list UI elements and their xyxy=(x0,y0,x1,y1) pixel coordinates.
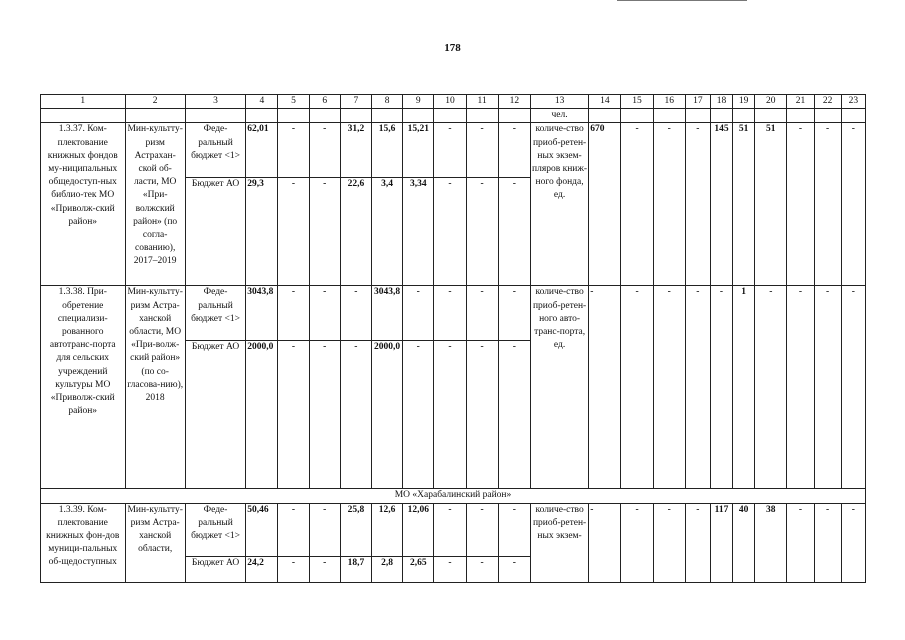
target-cell: - xyxy=(841,503,865,582)
empty-cell xyxy=(246,109,278,123)
value-cell: - xyxy=(466,286,498,341)
value-cell: 2000,0 xyxy=(371,341,402,489)
target-cell: - xyxy=(787,503,814,582)
empty-cell xyxy=(498,109,530,123)
target-cell: - xyxy=(685,503,710,582)
target-cell: - xyxy=(814,123,841,286)
column-header: 9 xyxy=(403,95,434,109)
column-header: 20 xyxy=(755,95,787,109)
column-header: 5 xyxy=(278,95,309,109)
target-cell: - xyxy=(841,286,865,489)
table-row xyxy=(41,503,866,556)
column-header: 18 xyxy=(710,95,732,109)
value-cell: - xyxy=(498,503,530,556)
value-cell: - xyxy=(278,123,309,178)
column-header: 22 xyxy=(814,95,841,109)
value-cell: - xyxy=(309,123,340,178)
value-cell: 31,2 xyxy=(340,123,371,178)
target-cell: - xyxy=(685,286,710,489)
target-cell: 51 xyxy=(733,123,755,286)
value-cell: - xyxy=(309,556,340,582)
value-cell: - xyxy=(309,341,340,489)
value-cell: - xyxy=(466,341,498,489)
value-cell: - xyxy=(403,286,434,341)
value-cell: - xyxy=(498,556,530,582)
measure-name: 1.3.39. Ком-плектование книжных фон-дов муници-пальных об-щедоступных xyxy=(41,503,126,582)
empty-cell xyxy=(434,109,466,123)
executor-cell: Мин-культту-ризм Астра-ханской области, МО «При-волж-ский район» (по со-гласова-нию), 2018 xyxy=(125,286,185,489)
value-cell: 15,6 xyxy=(371,123,402,178)
empty-cell xyxy=(814,109,841,123)
value-cell: - xyxy=(434,556,466,582)
value-cell: 22,6 xyxy=(340,178,371,286)
column-header: 6 xyxy=(309,95,340,109)
target-cell: 40 xyxy=(733,503,755,582)
value-cell: 29,3 xyxy=(246,178,278,286)
empty-cell xyxy=(653,109,685,123)
empty-cell xyxy=(755,109,787,123)
target-cell: - xyxy=(710,286,732,489)
target-cell: - xyxy=(653,123,685,286)
target-cell: - xyxy=(814,503,841,582)
value-cell: - xyxy=(278,503,309,556)
target-cell: 670 xyxy=(589,123,621,286)
header-row xyxy=(41,95,866,109)
value-cell: 2,65 xyxy=(403,556,434,582)
value-cell: 3,4 xyxy=(371,178,402,286)
column-header: 10 xyxy=(434,95,466,109)
target-cell: - xyxy=(685,123,710,286)
target-cell: - xyxy=(653,286,685,489)
executor-cell: Мин-культту-ризм Астрахан-ской об-ласти, МО «При-волжский район» (по согла-сованию), 2017–2019 xyxy=(125,123,185,286)
table-row xyxy=(41,123,866,178)
value-cell: - xyxy=(340,286,371,341)
target-cell: - xyxy=(589,503,621,582)
value-cell: - xyxy=(498,341,530,489)
value-cell: - xyxy=(466,123,498,178)
empty-cell xyxy=(621,109,653,123)
value-cell: - xyxy=(278,341,309,489)
target-cell: - xyxy=(814,286,841,489)
target-cell: - xyxy=(755,286,787,489)
table-row xyxy=(41,286,866,341)
empty-cell xyxy=(589,109,621,123)
empty-cell xyxy=(278,109,309,123)
empty-cell xyxy=(403,109,434,123)
target-cell: - xyxy=(621,123,653,286)
funding-source: Феде-ральный бюджет <1> xyxy=(185,123,245,178)
empty-cell xyxy=(125,109,185,123)
column-header: 8 xyxy=(371,95,402,109)
column-header: 16 xyxy=(653,95,685,109)
target-cell: 1 xyxy=(733,286,755,489)
indicator-cell: количе-ство приоб-ретен-ных экзем- xyxy=(530,503,588,582)
funding-source: Феде-ральный бюджет <1> xyxy=(185,503,245,556)
column-header: 2 xyxy=(125,95,185,109)
section-row xyxy=(41,489,866,503)
funding-source: Феде-ральный бюджет <1> xyxy=(185,286,245,341)
measure-name: 1.3.37. Ком-плектование книжных фондов му-ниципальных общедоступ-ных библио-тек МО «Приволж-ский район» xyxy=(41,123,126,286)
column-header: 14 xyxy=(589,95,621,109)
column-header: 4 xyxy=(246,95,278,109)
target-cell: - xyxy=(653,503,685,582)
target-cell: - xyxy=(621,286,653,489)
executor-cell: Мин-культту-ризм Астра-ханской области, xyxy=(125,503,185,582)
value-cell: 3043,8 xyxy=(371,286,402,341)
empty-cell xyxy=(733,109,755,123)
value-cell: - xyxy=(309,178,340,286)
empty-cell xyxy=(185,109,245,123)
value-cell: - xyxy=(498,123,530,178)
target-cell: 38 xyxy=(755,503,787,582)
empty-cell xyxy=(787,109,814,123)
funding-source: Бюджет АО xyxy=(185,178,245,286)
value-cell: - xyxy=(340,341,371,489)
value-cell: 12,06 xyxy=(403,503,434,556)
page-number: 178 xyxy=(444,42,461,54)
value-cell: - xyxy=(434,178,466,286)
target-cell: - xyxy=(787,123,814,286)
target-cell: - xyxy=(787,286,814,489)
target-cell: - xyxy=(589,286,621,489)
value-cell: - xyxy=(498,286,530,341)
column-header: 17 xyxy=(685,95,710,109)
value-cell: 2000,0 xyxy=(246,341,278,489)
column-header: 19 xyxy=(733,95,755,109)
value-cell: - xyxy=(498,178,530,286)
value-cell: 50,46 xyxy=(246,503,278,556)
empty-cell xyxy=(309,109,340,123)
value-cell: 18,7 xyxy=(340,556,371,582)
column-header: 15 xyxy=(621,95,653,109)
value-cell: 15,21 xyxy=(403,123,434,178)
value-cell: - xyxy=(434,286,466,341)
value-cell: 3,34 xyxy=(403,178,434,286)
value-cell: - xyxy=(466,503,498,556)
column-header: 13 xyxy=(530,95,588,109)
funding-source: Бюджет АО xyxy=(185,341,245,489)
empty-cell xyxy=(340,109,371,123)
empty-cell xyxy=(841,109,865,123)
value-cell: - xyxy=(278,556,309,582)
value-cell: 3043,8 xyxy=(246,286,278,341)
indicator-cell: количе-ство приоб-ретен-ного авто-транс-порта, ед. xyxy=(530,286,588,489)
continuation-row xyxy=(41,109,866,123)
column-header: 7 xyxy=(340,95,371,109)
section-title: МО «Харабалинский район» xyxy=(41,489,866,503)
indicator-cell: количе-ство приоб-ретен-ных экзем-пляров книж-ного фонда, ед. xyxy=(530,123,588,286)
value-cell: - xyxy=(278,286,309,341)
program-table xyxy=(40,94,866,583)
value-cell: - xyxy=(466,556,498,582)
value-cell: 25,8 xyxy=(340,503,371,556)
value-cell: - xyxy=(309,503,340,556)
empty-cell xyxy=(710,109,732,123)
value-cell: - xyxy=(309,286,340,341)
column-header: 1 xyxy=(41,95,126,109)
value-cell: 2,8 xyxy=(371,556,402,582)
value-cell: - xyxy=(403,341,434,489)
value-cell: - xyxy=(434,341,466,489)
target-cell: - xyxy=(621,503,653,582)
column-header: 23 xyxy=(841,95,865,109)
value-cell: - xyxy=(466,178,498,286)
top-rule xyxy=(617,0,747,1)
column-header: 21 xyxy=(787,95,814,109)
empty-cell xyxy=(371,109,402,123)
measure-name: 1.3.38. При-обретение специализи-рованного автотранс-порта для сельских учреждений культуры МО «Приволж-ский район» xyxy=(41,286,126,489)
target-cell: 117 xyxy=(710,503,732,582)
value-cell: 62,01 xyxy=(246,123,278,178)
empty-cell xyxy=(685,109,710,123)
value-cell: - xyxy=(278,178,309,286)
column-header: 12 xyxy=(498,95,530,109)
empty-cell xyxy=(41,109,126,123)
empty-cell xyxy=(466,109,498,123)
value-cell: - xyxy=(434,123,466,178)
value-cell: 24,2 xyxy=(246,556,278,582)
column-header: 11 xyxy=(466,95,498,109)
column-header: 3 xyxy=(185,95,245,109)
target-cell: 145 xyxy=(710,123,732,286)
value-cell: - xyxy=(434,503,466,556)
target-cell: - xyxy=(841,123,865,286)
unit-cell: чел. xyxy=(530,109,588,123)
funding-source: Бюджет АО xyxy=(185,556,245,582)
value-cell: 12,6 xyxy=(371,503,402,556)
target-cell: 51 xyxy=(755,123,787,286)
